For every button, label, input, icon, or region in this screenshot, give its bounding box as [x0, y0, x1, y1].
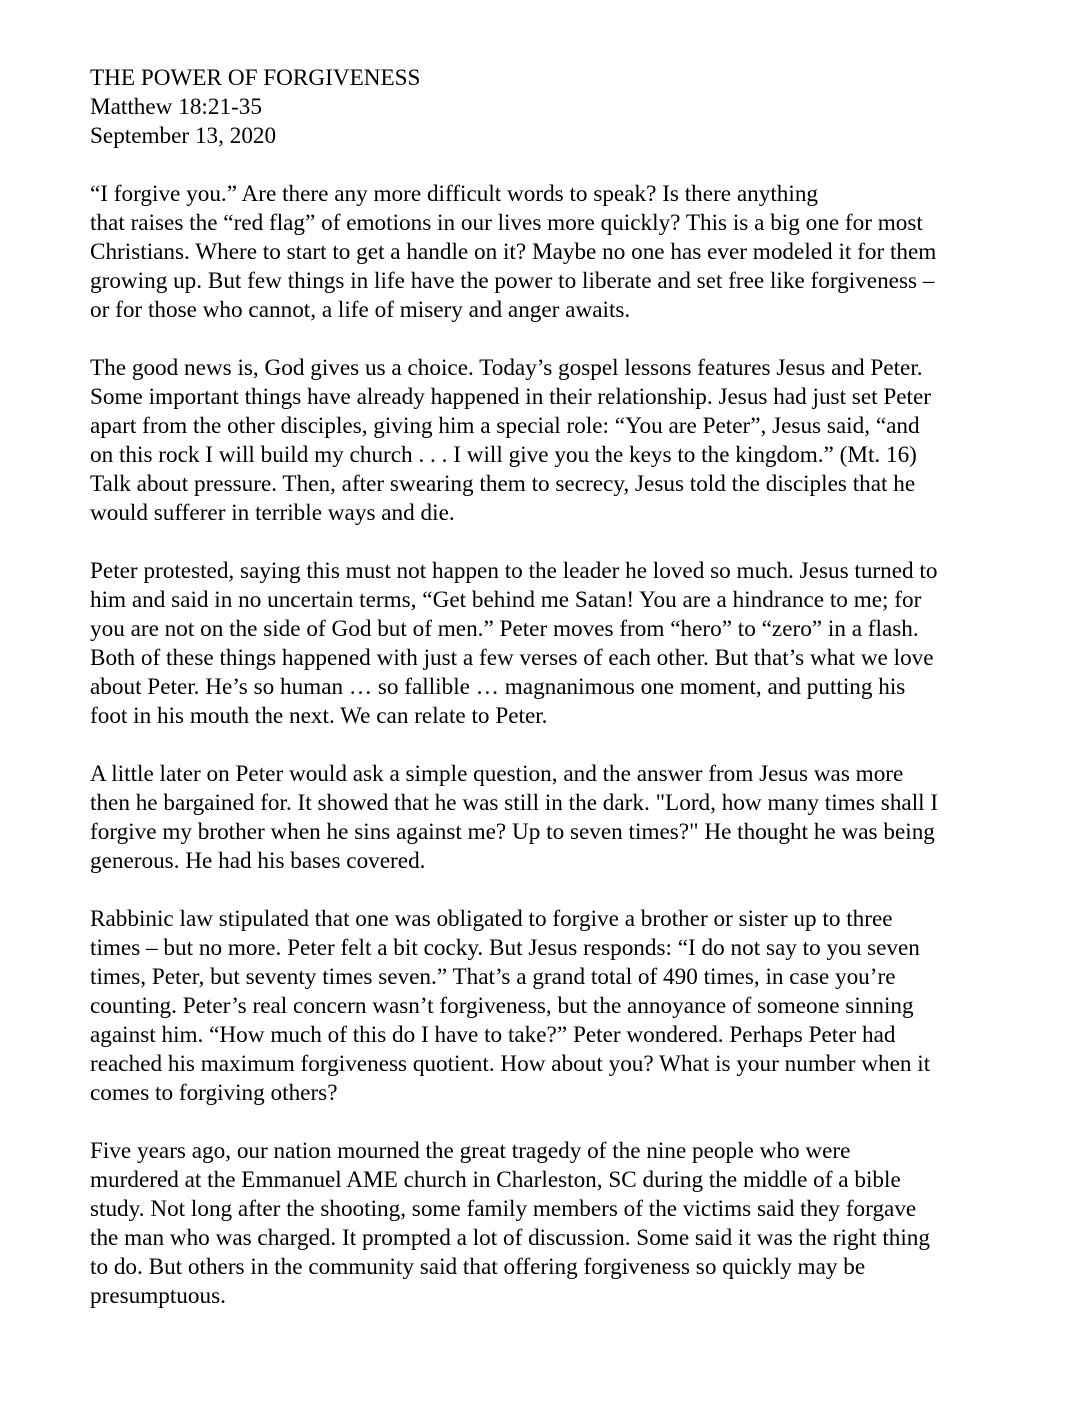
paragraph-line: study. Not long after the shooting, some family members of the victims said they forgave	[90, 1196, 917, 1222]
paragraph-line: generous. He had his bases covered.	[90, 848, 426, 874]
paragraph-line: then he bargained for. It showed that he was still in the dark. "Lord, how many times shall I	[90, 790, 939, 816]
paragraph-line: growing up. But few things in life have the power to liberate and set free like forgiveness –	[90, 268, 935, 294]
paragraph-line: times – but no more. Peter felt a bit cocky. But Jesus responds: “I do not say to you seven	[90, 935, 920, 961]
paragraph-line: Talk about pressure. Then, after swearing them to secrecy, Jesus told the disciples that he	[90, 471, 916, 497]
paragraph-line: A little later on Peter would ask a simple question, and the answer from Jesus was more	[90, 761, 904, 787]
paragraph-1	[90, 180, 1010, 325]
paragraph-line: Five years ago, our nation mourned the great tragedy of the nine people who were	[90, 1138, 851, 1164]
paragraph-spacer	[90, 876, 1010, 905]
sermon-header	[90, 64, 1010, 151]
paragraph-5	[90, 905, 1010, 1108]
paragraph-line: murdered at the Emmanuel AME church in Charleston, SC during the middle of a bible	[90, 1167, 901, 1193]
paragraph-6	[90, 1137, 1010, 1311]
paragraph-line: presumptuous.	[90, 1283, 226, 1309]
paragraph-3	[90, 557, 1010, 731]
paragraph-line: forgive my brother when he sins against me? Up to seven times?" He thought he was being	[90, 819, 935, 845]
paragraph-4	[90, 760, 1010, 876]
paragraph-line: him and said in no uncertain terms, “Get behind me Satan! You are a hindrance to me; for	[90, 587, 922, 613]
paragraph-line: The good news is, God gives us a choice. Today’s gospel lessons features Jesus and Peter.	[90, 355, 923, 381]
paragraph-line: you are not on the side of God but of men.” Peter moves from “hero” to “zero” in a flash.	[90, 616, 919, 642]
paragraph-line: times, Peter, but seventy times seven.” That’s a grand total of 490 times, in case you’re	[90, 964, 896, 990]
paragraph-line: the man who was charged. It prompted a lot of discussion. Some said it was the right thing	[90, 1225, 930, 1251]
paragraph-spacer	[90, 731, 1010, 760]
paragraph-line: Both of these things happened with just a few verses of each other. But that’s what we love	[90, 645, 934, 671]
paragraph-line: Some important things have already happened in their relationship. Jesus had just set Peter	[90, 384, 931, 410]
paragraph-line: comes to forgiving others?	[90, 1080, 338, 1106]
paragraph-line: against him. “How much of this do I have to take?” Peter wondered. Perhaps Peter had	[90, 1022, 896, 1048]
paragraph-line: or for those who cannot, a life of misery and anger awaits.	[90, 297, 631, 323]
paragraph-2	[90, 354, 1010, 528]
paragraph-line: that raises the “red flag” of emotions in our lives more quickly? This is a big one for most	[90, 210, 923, 236]
paragraph-line: reached his maximum forgiveness quotient. How about you? What is your number when it	[90, 1051, 931, 1077]
paragraph-line: on this rock I will build my church . . . I will give you the keys to the kingdom.” (Mt. 16)	[90, 442, 917, 468]
paragraph-line: Rabbinic law stipulated that one was obligated to forgive a brother or sister up to three	[90, 906, 893, 932]
paragraph-line: foot in his mouth the next. We can relate to Peter.	[90, 703, 548, 729]
paragraph-spacer	[90, 528, 1010, 557]
scripture-reference: Matthew 18:21-35	[90, 94, 262, 120]
paragraph-spacer	[90, 1108, 1010, 1137]
paragraph-line: to do. But others in the community said that offering forgiveness so quickly may be	[90, 1254, 866, 1280]
paragraph-line: apart from the other disciples, giving him a special role: “You are Peter”, Jesus said, “and	[90, 413, 920, 439]
paragraph-spacer	[90, 325, 1010, 354]
sermon-text	[90, 64, 1010, 1311]
paragraph-line: Christians. Where to start to get a handle on it? Maybe no one has ever modeled it for them	[90, 239, 937, 265]
paragraph-spacer	[90, 151, 1010, 180]
sermon-date: September 13, 2020	[90, 123, 277, 149]
sermon-title: THE POWER OF FORGIVENESS	[90, 65, 421, 91]
paragraph-line: about Peter. He’s so human … so fallible … magnanimous one moment, and putting his	[90, 674, 906, 700]
paragraph-line: counting. Peter’s real concern wasn’t forgiveness, but the annoyance of someone sinning	[90, 993, 914, 1019]
paragraph-line: would sufferer in terrible ways and die.	[90, 500, 455, 526]
paragraph-line: Peter protested, saying this must not happen to the leader he loved so much. Jesus turned to	[90, 558, 938, 584]
paragraph-line: “I forgive you.” Are there any more difficult words to speak? Is there anything	[90, 181, 819, 207]
